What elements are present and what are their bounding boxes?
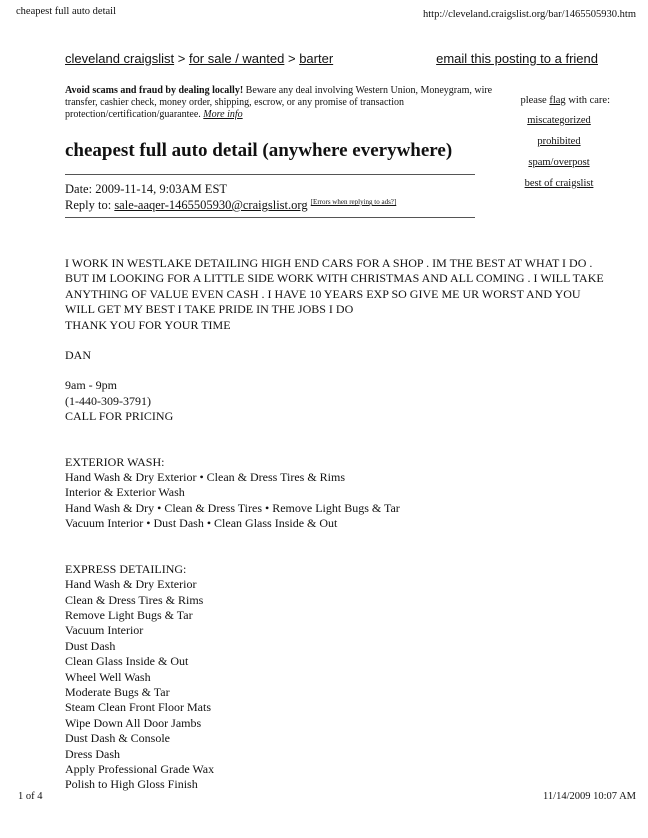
- breadcrumb-link-cleveland[interactable]: cleveland craigslist: [65, 51, 175, 66]
- list-item: Apply Professional Grade Wax: [65, 761, 215, 776]
- list-item: Wheel Well Wash: [65, 669, 151, 684]
- date-label: Date:: [65, 182, 93, 196]
- breadcrumb: [65, 51, 333, 66]
- posting-thanks: THANK YOU FOR YOUR TIME: [65, 317, 231, 332]
- reply-label: Reply to:: [65, 198, 112, 213]
- flag-link[interactable]: flag: [549, 95, 566, 106]
- date-value: 2009-11-14, 9:03AM EST: [95, 182, 228, 196]
- list-item: Interior & Exterior Wash: [65, 485, 185, 500]
- exterior-heading: EXTERIOR WASH:: [65, 454, 165, 469]
- errors-replying-link[interactable]: [Errors when replying to ads?]: [310, 198, 397, 206]
- pricing-note: CALL FOR PRICING: [65, 409, 174, 424]
- list-item: Dress Dash: [65, 746, 120, 761]
- list-item: Vacuum Interior: [65, 623, 144, 638]
- email-posting-link[interactable]: email this posting to a friend: [436, 51, 598, 66]
- list-item: Clean & Dress Tires & Rims: [65, 592, 204, 607]
- breadcrumb-separator: >: [287, 51, 296, 66]
- flag-miscategorized-link[interactable]: miscategorized: [527, 115, 591, 126]
- print-footer-page: 1 of 4: [18, 791, 43, 802]
- meta-divider: [65, 217, 475, 218]
- print-footer-datetime: 11/14/2009 10:07 AM: [543, 791, 636, 802]
- posting-date: [65, 182, 227, 197]
- reply-email-link[interactable]: sale-aaqer-1465505930@craigslist.org: [114, 198, 308, 213]
- posting-reply: [65, 198, 396, 213]
- scam-warning-text: Beware any deal involving Western Union, Moneygram, wire transfer, cashier check, money order, shipping, escrow, or any promise of transaction protection/certification/guarantee.: [65, 85, 493, 120]
- scam-warning: [65, 85, 505, 121]
- poster-name: DAN: [65, 348, 91, 363]
- flag-spam-link[interactable]: spam/overpost: [528, 157, 590, 168]
- posting-body: [65, 256, 605, 793]
- list-item: Dust Dash & Console: [65, 731, 170, 746]
- more-info-link[interactable]: More info: [203, 109, 243, 120]
- list-item: Hand Wash & Dry Exterior: [65, 577, 197, 592]
- flag-intro: [478, 95, 610, 106]
- flag-box: [478, 95, 610, 199]
- list-item: Vacuum Interior • Dust Dash • Clean Glass Inside & Out: [65, 516, 338, 531]
- list-item: Wipe Down All Door Jambs: [65, 715, 202, 730]
- flag-best-of-link[interactable]: best of craigslist: [524, 178, 594, 189]
- title-divider: [65, 174, 475, 175]
- list-item: Polish to High Gloss Finish: [65, 777, 198, 792]
- breadcrumb-link-barter[interactable]: barter: [299, 51, 334, 66]
- list-item: Clean Glass Inside & Out: [65, 654, 189, 669]
- flag-intro-suffix: with care:: [565, 95, 610, 106]
- breadcrumb-separator: >: [177, 51, 186, 66]
- print-header-title: cheapest full auto detail: [16, 6, 117, 17]
- list-item: Moderate Bugs & Tar: [65, 684, 170, 699]
- posting-title: cheapest full auto detail (anywhere everywhere): [65, 140, 453, 161]
- list-item: Steam Clean Front Floor Mats: [65, 700, 211, 715]
- scam-warning-bold: Avoid scams and fraud by dealing locally!: [65, 85, 244, 96]
- flag-intro-prefix: please: [520, 95, 550, 106]
- phone-number: (1-440-309-3791): [65, 393, 151, 408]
- posting-intro: I WORK IN WESTLAKE DETAILING HIGH END CARS FOR A SHOP . IM THE BEST AT WHAT I DO . BUT IM LOOKING FOR A LITTLE SIDE WORK WITH CHRISTMAS AND ALL COMING . I WILL TAKE ANYTHING OF VALUE EVEN CASH . I HAVE 10 YEARS EXP SO GIVE ME UR WORST AND YOU WILL GET MY BEST I TAKE PRIDE IN THE JOBS I DO: [65, 256, 604, 317]
- print-header-url: http://cleveland.craigslist.org/bar/1465505930.htm: [423, 9, 636, 20]
- business-hours: 9am - 9pm: [65, 378, 117, 393]
- flag-prohibited-link[interactable]: prohibited: [537, 136, 581, 147]
- list-item: Hand Wash & Dry • Clean & Dress Tires • Remove Light Bugs & Tar: [65, 500, 400, 515]
- express-heading: EXPRESS DETAILING:: [65, 561, 187, 576]
- list-item: Hand Wash & Dry Exterior • Clean & Dress Tires & Rims: [65, 470, 345, 485]
- list-item: Dust Dash: [65, 638, 116, 653]
- breadcrumb-link-for-sale[interactable]: for sale / wanted: [188, 51, 285, 66]
- list-item: Remove Light Bugs & Tar: [65, 607, 193, 622]
